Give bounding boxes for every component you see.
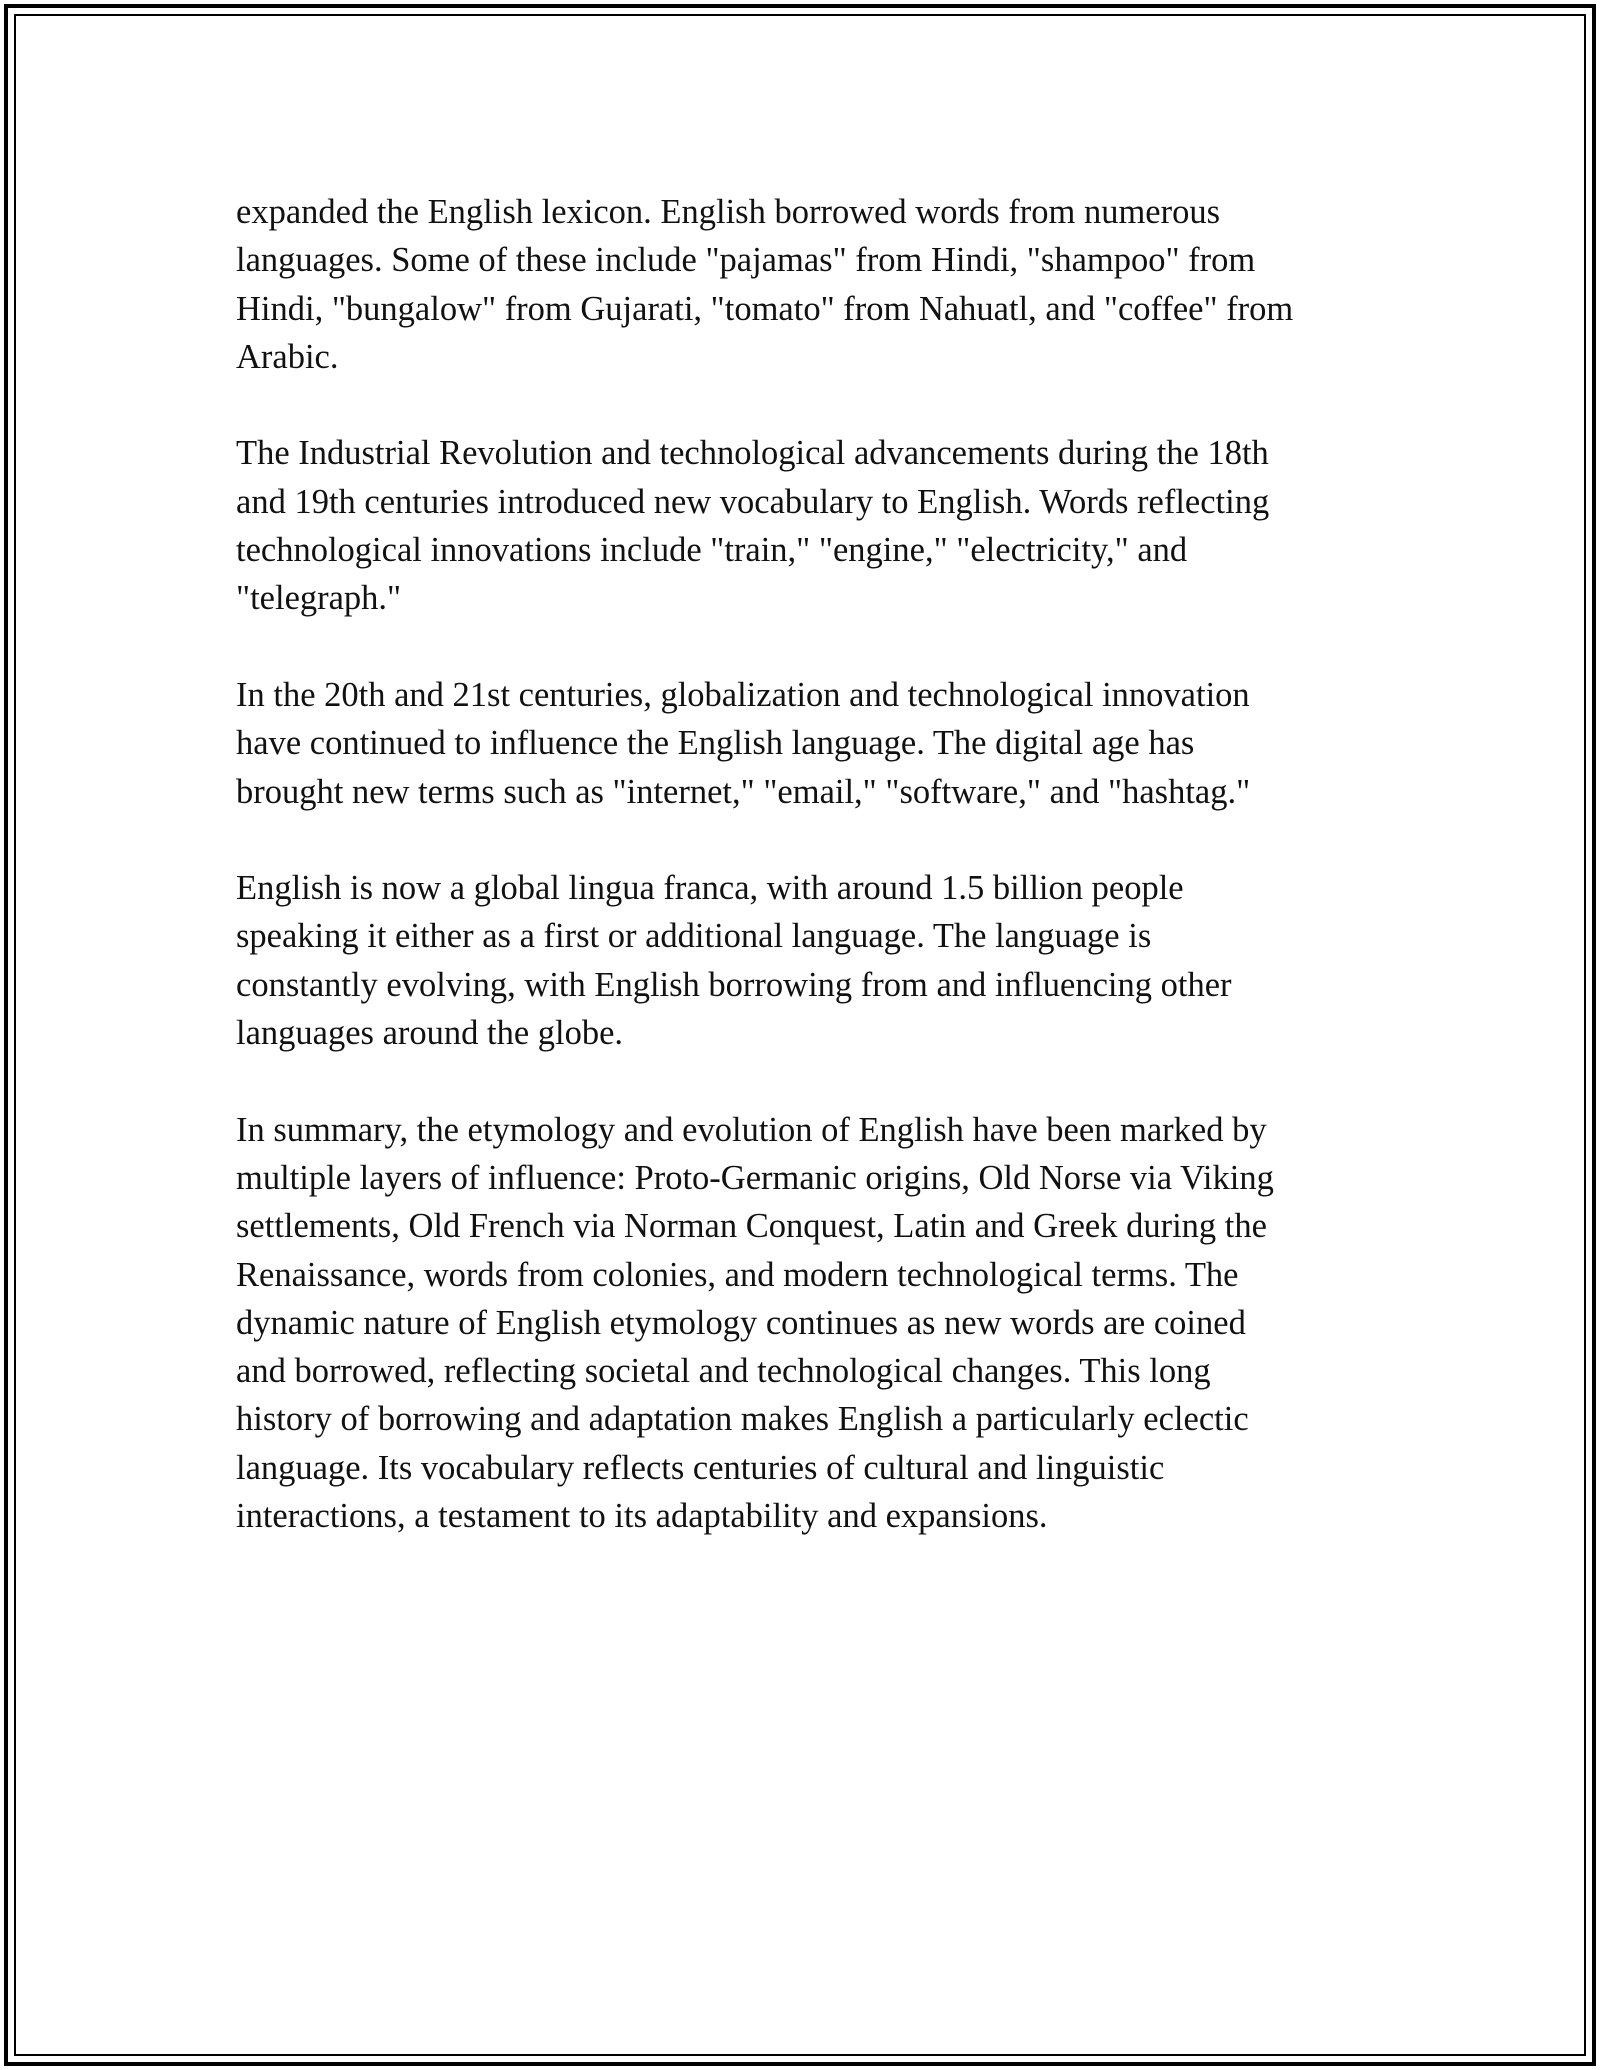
paragraph-digital-age: In the 20th and 21st centuries, globalization and technological innovation have continued to influence the English language. The digital age has brought new terms such as "internet," "email," "software," and "hashtag." [236,675,1251,811]
paragraph-global-lingua-franca: English is now a global lingua franca, with around 1.5 billion people speaking it either as a first or additional language. The language is constantly evolving, with English borrowing from and influencing other languages around the globe. [236,869,1232,1053]
paragraph-borrowed-words: expanded the English lexicon. English borrowed words from numerous languages. Some of these include "pajamas" from Hindi, "shampoo" from Hindi, "bungalow" from Gujarati, "tomato" from Nahuatl, and "coffee" from Arabic. [236,193,1294,376]
paragraph-industrial-revolution: The Industrial Revolution and technological advancements during the 18th and 19th centuries introduced new vocabulary to English. Words reflecting technological innovations include "train," "engine," "electricity," and "telegraph." [236,434,1270,618]
paragraph-summary: In summary, the etymology and evolution of English have been marked by multiple layers of influence: Proto-Germanic origins, Old Norse via Viking settlements, Old French via Norman Conquest, Latin and Greek during the Renaissance, words from colonies, and modern technological terms. The dynamic nature of English etymology continues as new words are coined and borrowed, reflecting societal and technological changes. This long history of borrowing and adaptation makes English a particularly eclectic language. Its vocabulary reflects centuries of cultural and linguistic interactions, a testament to its adaptability and expansions. [236,1110,1274,1536]
document-body [236,188,1416,1589]
